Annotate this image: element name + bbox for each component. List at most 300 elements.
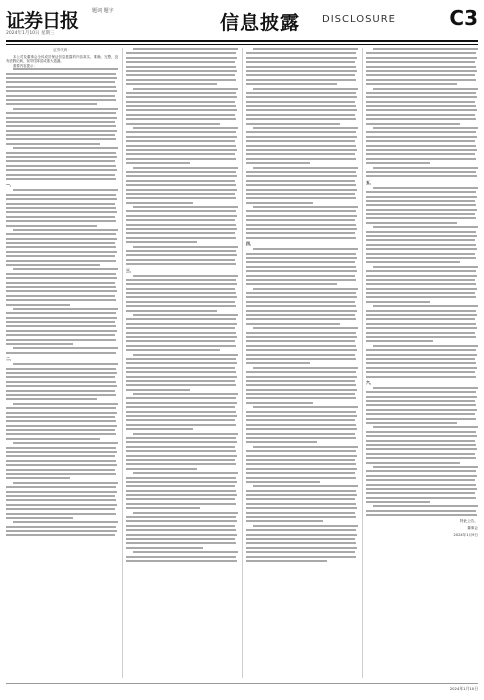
text-line — [366, 231, 476, 233]
text-line — [126, 215, 237, 217]
text-line — [246, 275, 355, 277]
text-line — [126, 419, 235, 421]
text-line — [366, 109, 477, 111]
text-line — [126, 57, 237, 59]
text-line — [366, 323, 476, 325]
page-number: C3 — [449, 6, 478, 30]
text-line — [246, 197, 356, 199]
text-line — [126, 61, 235, 63]
text-line — [6, 103, 97, 105]
text-line — [6, 330, 117, 332]
text-line — [366, 318, 475, 320]
text-line — [246, 101, 355, 103]
section-title-english: DISCLOSURE — [322, 14, 396, 25]
issue-line: 2024年1月10日 星期三 — [6, 31, 55, 36]
text-line — [6, 513, 116, 515]
text-line — [253, 327, 358, 329]
body-paragraph: 重要内容提示： — [13, 63, 37, 68]
text-line — [126, 228, 237, 230]
article-columns — [6, 48, 478, 678]
text-line — [246, 105, 356, 107]
text-line — [133, 167, 238, 169]
text-line — [13, 347, 118, 349]
text-line — [366, 96, 477, 98]
text-line — [373, 167, 478, 169]
body-text-block — [366, 187, 478, 378]
text-line — [246, 153, 355, 155]
section-heading: 三、 — [126, 267, 134, 273]
text-line — [126, 520, 237, 522]
text-line — [246, 92, 356, 94]
text-line — [366, 257, 476, 259]
text-line — [126, 327, 235, 329]
text-line — [366, 409, 477, 411]
text-line — [6, 312, 116, 314]
text-line — [126, 237, 236, 239]
text-line — [366, 367, 477, 369]
text-line — [366, 497, 476, 499]
text-line — [373, 127, 478, 129]
text-line — [6, 152, 116, 154]
text-line — [126, 175, 237, 177]
text-line — [6, 455, 115, 457]
text-line — [126, 259, 235, 261]
text-line — [373, 466, 478, 468]
body-text-block — [366, 387, 478, 516]
text-line — [246, 345, 356, 347]
text-line — [126, 367, 235, 369]
text-line — [246, 323, 340, 325]
text-line — [126, 92, 236, 94]
text-line — [366, 440, 475, 442]
text-line — [13, 363, 118, 365]
text-line — [366, 101, 475, 103]
text-line — [6, 95, 115, 97]
text-line — [126, 336, 237, 338]
text-line — [13, 442, 118, 444]
text-line — [126, 202, 193, 204]
text-line — [6, 73, 116, 75]
text-line — [126, 437, 236, 439]
text-line — [253, 206, 358, 208]
text-line — [6, 156, 117, 158]
header-rule-thin — [6, 44, 478, 45]
text-line — [6, 368, 116, 370]
text-line — [366, 457, 476, 459]
text-line — [6, 169, 117, 171]
text-line — [366, 66, 476, 68]
text-line — [6, 304, 70, 306]
text-line — [246, 503, 356, 505]
text-line — [246, 318, 356, 320]
text-line — [246, 477, 356, 479]
text-line — [126, 292, 236, 294]
text-line — [6, 504, 117, 506]
footer-rule — [6, 683, 478, 684]
text-line — [246, 219, 355, 221]
text-line — [6, 429, 115, 431]
text-line — [366, 171, 476, 173]
text-line — [126, 140, 235, 142]
section-heading: 二、 — [6, 356, 14, 362]
text-line — [6, 451, 117, 453]
text-line — [6, 225, 97, 227]
text-line — [126, 145, 236, 147]
text-line — [246, 332, 356, 334]
text-line — [126, 376, 237, 378]
text-line — [373, 187, 478, 189]
text-line — [246, 402, 313, 404]
text-line — [246, 349, 357, 351]
text-line — [366, 140, 475, 142]
text-line — [246, 301, 355, 303]
text-line — [246, 253, 356, 255]
text-line — [6, 339, 116, 341]
text-line — [133, 551, 238, 553]
text-line — [366, 404, 476, 406]
text-line — [246, 74, 355, 76]
text-line — [126, 279, 236, 281]
text-line — [133, 275, 238, 277]
text-line — [6, 317, 117, 319]
text-line — [366, 196, 477, 198]
text-line — [246, 538, 355, 540]
text-line — [6, 99, 116, 101]
text-line — [126, 441, 237, 443]
text-line — [246, 109, 357, 111]
text-line — [6, 394, 116, 396]
text-line — [126, 52, 236, 54]
text-line — [13, 268, 118, 270]
text-line — [6, 352, 116, 354]
text-line — [246, 279, 356, 281]
text-line — [246, 498, 355, 500]
text-line — [246, 184, 356, 186]
text-line — [6, 286, 116, 288]
text-line — [126, 503, 236, 505]
text-line — [246, 455, 357, 457]
text-line — [126, 283, 237, 285]
text-line — [6, 464, 117, 466]
text-line — [126, 296, 237, 298]
text-line — [366, 435, 477, 437]
text-line — [126, 101, 235, 103]
text-line — [6, 203, 115, 205]
signature-line: 特此公告。 — [460, 518, 478, 523]
text-line — [126, 219, 235, 221]
text-line — [126, 340, 235, 342]
text-line — [366, 118, 476, 120]
text-line — [253, 485, 358, 487]
text-line — [126, 468, 197, 470]
text-line — [126, 149, 237, 151]
text-line — [126, 556, 236, 558]
text-line — [246, 516, 356, 518]
text-line — [366, 92, 476, 94]
text-line — [6, 390, 115, 392]
text-line — [126, 415, 237, 417]
text-line — [366, 479, 475, 481]
text-line — [253, 248, 358, 250]
text-line — [366, 153, 475, 155]
text-line — [126, 525, 235, 527]
text-line — [6, 460, 116, 462]
text-line — [6, 260, 116, 262]
text-line — [126, 74, 235, 76]
text-line — [366, 222, 457, 224]
text-line — [366, 213, 475, 215]
text-line — [246, 215, 357, 217]
text-line — [126, 397, 236, 399]
text-line — [6, 178, 116, 180]
text-line — [126, 66, 236, 68]
text-line — [6, 530, 117, 532]
text-line — [126, 171, 236, 173]
text-line — [133, 246, 238, 248]
text-line — [6, 491, 117, 493]
text-line — [246, 556, 356, 558]
text-line — [126, 406, 235, 408]
text-line — [133, 48, 238, 50]
text-line — [246, 393, 355, 395]
text-line — [246, 228, 357, 230]
text-line — [6, 81, 115, 83]
text-line — [126, 123, 220, 125]
text-line — [126, 402, 237, 404]
text-line — [126, 153, 235, 155]
text-line — [126, 516, 236, 518]
text-line — [246, 490, 356, 492]
text-line — [6, 412, 117, 414]
text-line — [246, 441, 317, 443]
text-line — [6, 216, 115, 218]
text-line — [253, 446, 358, 448]
text-line — [373, 226, 478, 228]
text-line — [13, 147, 118, 149]
text-line — [366, 510, 476, 512]
text-line — [246, 354, 355, 356]
text-line — [246, 481, 320, 483]
text-line — [6, 325, 116, 327]
text-line — [6, 174, 115, 176]
column-2 — [122, 48, 238, 678]
text-line — [6, 194, 116, 196]
text-line — [246, 424, 356, 426]
text-line — [126, 450, 236, 452]
text-line — [366, 123, 460, 125]
text-line — [246, 96, 357, 98]
text-line — [126, 83, 217, 85]
text-line — [133, 314, 238, 316]
text-line — [373, 387, 478, 389]
text-line — [366, 283, 476, 285]
text-line — [126, 114, 235, 116]
text-line — [246, 83, 337, 85]
text-line — [126, 318, 236, 320]
text-line — [366, 448, 477, 450]
text-line — [246, 66, 356, 68]
text-line — [366, 209, 477, 211]
text-line — [6, 125, 116, 127]
section-heading: 六、 — [366, 379, 374, 385]
text-line — [246, 547, 357, 549]
text-line — [126, 542, 236, 544]
logo-subtitle: 题词 题字 — [92, 8, 114, 14]
text-line — [373, 305, 478, 307]
text-line — [6, 376, 115, 378]
signature-line: 2024年1月9日 — [453, 532, 478, 537]
signature-line: 董事会 — [467, 525, 478, 530]
text-line — [13, 521, 118, 523]
text-line — [366, 371, 475, 373]
text-line — [366, 349, 476, 351]
body-text-block — [246, 248, 358, 562]
text-line — [246, 224, 356, 226]
text-line — [366, 131, 476, 133]
column-4 — [362, 48, 478, 678]
text-line — [366, 270, 476, 272]
body-text-block — [6, 363, 118, 536]
text-line — [126, 459, 235, 461]
newspaper-logo: 证券日报 — [6, 10, 79, 32]
text-line — [366, 462, 460, 464]
text-line — [366, 261, 460, 263]
text-line — [6, 86, 116, 88]
text-line — [366, 492, 475, 494]
text-line — [373, 426, 478, 428]
text-line — [246, 189, 357, 191]
text-line — [253, 367, 358, 369]
text-line — [366, 248, 477, 250]
text-line — [6, 220, 116, 222]
header-rule-thick — [6, 40, 478, 42]
text-line — [126, 241, 197, 243]
text-line — [126, 197, 236, 199]
text-line — [13, 189, 118, 191]
text-line — [246, 437, 356, 439]
text-line — [366, 413, 475, 415]
text-line — [6, 334, 115, 336]
text-line — [133, 512, 238, 514]
text-line — [126, 162, 190, 164]
text-line — [126, 323, 237, 325]
text-line — [366, 391, 476, 393]
text-line — [366, 70, 477, 72]
text-line — [246, 520, 323, 522]
text-line — [366, 244, 476, 246]
text-line — [126, 371, 236, 373]
text-line — [366, 376, 476, 378]
text-line — [126, 534, 237, 536]
text-line — [6, 477, 70, 479]
text-line — [246, 136, 357, 138]
text-line — [126, 498, 235, 500]
text-line — [126, 507, 200, 509]
text-line — [366, 200, 475, 202]
text-line — [126, 96, 237, 98]
text-line — [246, 237, 356, 239]
text-line — [126, 158, 236, 160]
text-line — [366, 275, 477, 277]
text-line — [246, 61, 355, 63]
text-line — [253, 127, 358, 129]
text-line — [366, 136, 477, 138]
text-line — [126, 310, 217, 312]
text-line — [366, 74, 475, 76]
text-line — [253, 288, 358, 290]
text-line — [366, 314, 477, 316]
text-line — [126, 136, 237, 138]
text-line — [126, 538, 235, 540]
text-line — [366, 158, 476, 160]
text-line — [126, 389, 190, 391]
text-line — [366, 501, 430, 503]
body-text-block — [366, 48, 478, 177]
text-line — [366, 418, 476, 420]
text-line — [246, 529, 356, 531]
text-line — [6, 207, 116, 209]
text-line — [6, 438, 100, 440]
column-1 — [6, 48, 118, 678]
text-line — [126, 380, 235, 382]
text-line — [133, 206, 238, 208]
text-line — [366, 362, 476, 364]
text-line — [6, 264, 100, 266]
text-line — [253, 167, 358, 169]
text-line — [366, 431, 476, 433]
text-line — [126, 301, 235, 303]
text-line — [6, 134, 115, 136]
text-line — [126, 105, 236, 107]
text-line — [6, 277, 117, 279]
text-line — [126, 332, 236, 334]
text-line — [246, 52, 356, 54]
text-line — [6, 517, 73, 519]
text-line — [366, 453, 475, 455]
text-line — [246, 70, 357, 72]
text-line — [246, 145, 356, 147]
text-line — [366, 336, 476, 338]
text-line — [246, 419, 355, 421]
text-line — [6, 508, 115, 510]
text-line — [6, 398, 97, 400]
text-line — [126, 345, 236, 347]
text-line — [246, 270, 357, 272]
section-heading: 五、 — [366, 179, 374, 185]
text-line — [126, 305, 236, 307]
text-line — [126, 358, 236, 360]
text-line — [6, 295, 115, 297]
text-line — [126, 288, 235, 290]
text-line — [253, 48, 358, 50]
text-line — [246, 292, 356, 294]
text-line — [366, 444, 476, 446]
text-line — [133, 354, 238, 356]
text-line — [246, 389, 357, 391]
text-line — [366, 475, 477, 477]
text-line — [126, 547, 203, 549]
text-line — [246, 310, 357, 312]
text-line — [246, 358, 356, 360]
text-line — [13, 229, 118, 231]
text-line — [246, 140, 355, 142]
text-line — [133, 88, 238, 90]
text-line — [6, 495, 115, 497]
text-line — [366, 204, 476, 206]
text-line — [246, 468, 357, 470]
text-line — [6, 255, 115, 257]
text-line — [246, 472, 355, 474]
